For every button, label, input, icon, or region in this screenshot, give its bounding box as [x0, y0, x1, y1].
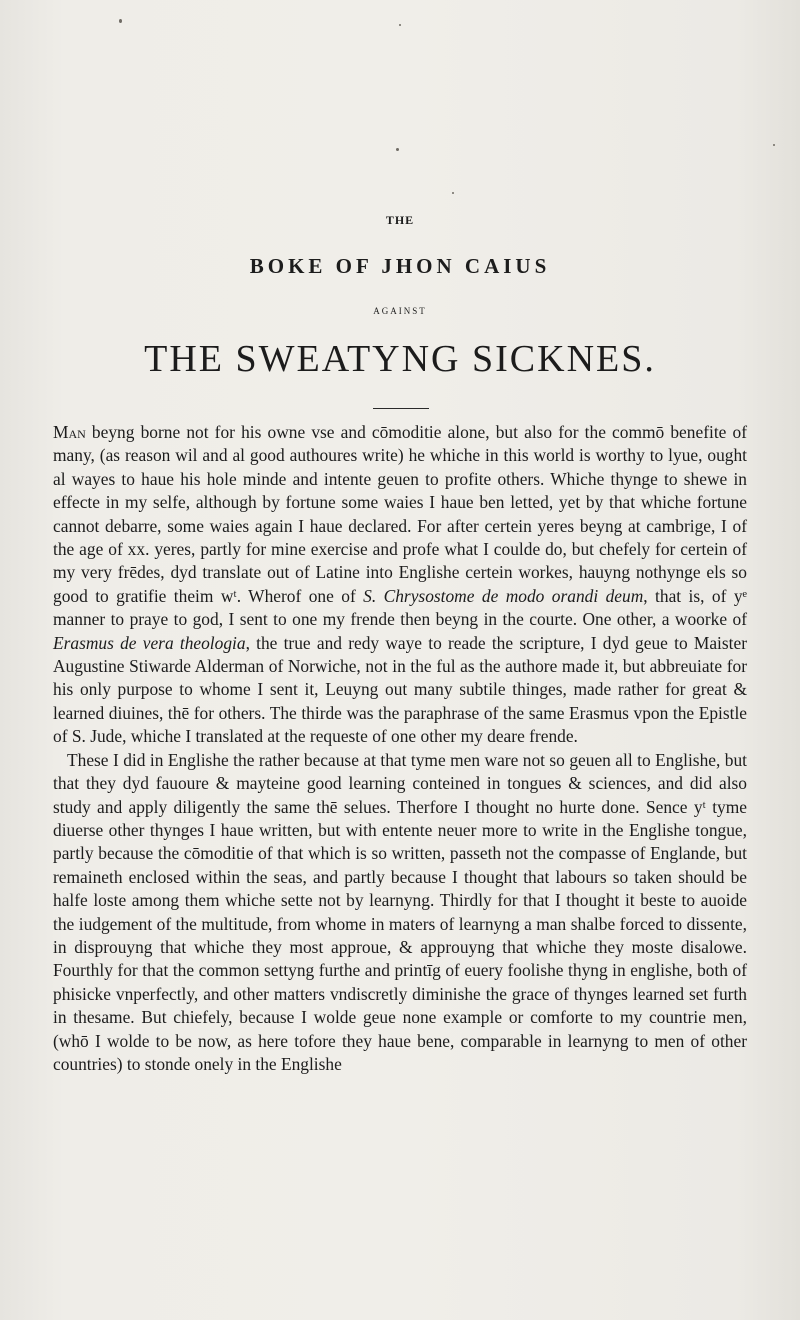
text-run: beyng borne not for his owne vse and cōmoditie alone, but also for the commō benefite of many, (as reason wil and al good authoures write) he whiche in this world is worthy to lyue, ought al wayes to haue his hole minde and intente geuen to profite others. Whiche thynge to shewe in effecte in my selfe, although by fortune some waies I haue ben letted, yet by that whiche fortune cannot debarre, some waies again I haue declared. For after certein yeres beyng at cambrige, I of the age of xx. yeres, partly for mine exercise and profe what I coulde do, but chefely for certein of my very frēdes, dyd translate out of Latine into Englishe certein workes, hauyng nothynge els so good to gratifie theim wᵗ. Wherof one of: [53, 422, 747, 606]
title-the: THE: [385, 213, 415, 227]
paper-speck: [119, 19, 122, 23]
title-subject: THE SWEATYNG SICKNES.: [144, 338, 656, 380]
paragraph-2: These I did in Englishe the rather because at that tyme men ware not so geuen all to Englishe, but that they dyd fauoure & mayteine good learning conteined in tongues & sciences, and did also study and apply diligently the same thē selues. Therfore I thought no hurte done. Sence yᵗ tyme diuerse other thynges I haue written, but with entente neuer more to write in the Englishe tongue, partly because the cōmoditie of that which is so written, passeth not the compasse of Englande, but remaineth enclosed within the seas, and partly because I thought that labours so taken should be halfe loste among them whiche sette not by learnyng. Thirdly for that I thought it beste to auoide the iudgement of the multitude, from whome in maters of learnyng a man shalbe forced to dissente, in disprouyng that whiche they most approue, & approuyng that whiche they moste disalowe. Fourthly for that the common settyng furthe and printīg of euery foolishe thyng in englishe, both of phisicke vnperfectly, and other matters vndiscretly diminishe the grace of thynges learned set furth in thesame. But chiefely, because I wolde geue none example or comforte to my countrie men, (whō I wolde to be now, as here tofore they haue bene, comparable in learnyng to men of other countries) to stonde onely in the Englishe: [53, 749, 747, 1074]
paper-speck: [396, 148, 399, 151]
title-divider: [373, 408, 429, 409]
title-main: BOKE OF JHON CAIUS: [249, 254, 551, 278]
text-run: , the true and redy waye to reade the scripture, I dyd geue to Maister Augustine Stiwarde Alderman of Norwiche, not in the ful as the authore made it, but abbreuiate for his only purpose to whome I sent it, Leuyng out many subtile thinges, made rather for great & learned diuines, thē for others. The thirde was the paraphrase of the same Erasmus vpon the Epistle of S. Jude, whiche I translated at the requeste of one other my deare frende.: [53, 632, 747, 747]
paragraph-1: [53, 421, 747, 749]
paper-speck: [773, 144, 775, 146]
italic-title: S. Chrysostome de modo orandi deum: [363, 585, 644, 606]
title-against: AGAINST: [373, 306, 427, 316]
italic-title: Erasmus de vera theologia: [53, 632, 246, 653]
paper-speck: [399, 24, 401, 26]
lead-word: Man: [53, 422, 86, 442]
text-run: , that is, of yᵉ manner to praye to god, I sent to one my frende then beyng in the courte. One other, a woorke of: [53, 585, 748, 630]
body-text: [53, 421, 747, 1076]
paper-speck: [452, 192, 454, 194]
